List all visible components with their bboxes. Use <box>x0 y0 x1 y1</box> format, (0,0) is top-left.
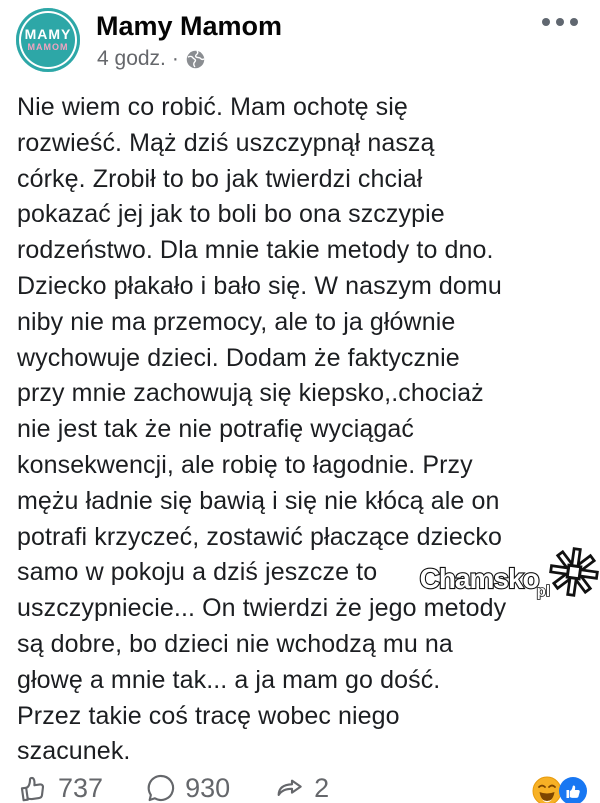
share-count: 2 <box>314 772 330 803</box>
comment-count-button[interactable] <box>145 772 230 803</box>
post-line: córkę. Zrobił to bo jak twierdzi chciał <box>17 164 423 193</box>
post-line: niby nie ma przemocy, ale to ja głównie <box>17 307 456 336</box>
post-line: konsekwencji, ale robię to łagodnie. Przy <box>17 450 473 479</box>
post-body-text <box>17 90 600 770</box>
post-line: szacunek. <box>17 737 131 766</box>
like-count: 737 <box>58 772 104 803</box>
page-avatar[interactable] <box>16 8 80 72</box>
like-reaction-icon <box>558 776 588 803</box>
like-count-button[interactable] <box>18 772 103 803</box>
post-line: Nie wiem co robić. Mam ochotę się <box>17 93 408 121</box>
post-line: uszczypniecie... On twierdzi że jego metody <box>17 594 507 623</box>
post-line: Przez takie coś tracę wobec niego <box>17 701 400 730</box>
comment-count: 930 <box>185 772 231 803</box>
post-line: głowę a mnie tak... a ja mam go dość. <box>17 665 441 694</box>
avatar-text-bottom: MAMOM <box>27 42 69 52</box>
meta-separator: · <box>171 47 179 70</box>
post-line: Dziecko płakało i bało się. W naszym domu <box>17 271 502 300</box>
timestamp[interactable]: 4 godz. <box>97 47 166 70</box>
post-line: samo w pokoju a dziś jeszcze to <box>17 558 378 587</box>
engagement-bar <box>0 772 600 803</box>
post-line: są dobre, bo dzieci nie wchodzą mu na <box>17 629 453 658</box>
post-line: pokazać jej jak to boli bo ona szczypie <box>17 200 445 229</box>
reaction-badges[interactable] <box>532 776 588 803</box>
share-count-button[interactable] <box>274 772 329 803</box>
comment-bubble-icon <box>145 772 177 803</box>
post-options-menu[interactable] <box>538 14 582 30</box>
post-line: przy mnie zachowują się kiepsko,.chociaż <box>17 379 484 408</box>
post-meta[interactable] <box>97 47 206 71</box>
post-line: nie jest tak że nie potrafię wyciągać <box>17 415 414 444</box>
share-arrow-icon <box>274 772 306 803</box>
avatar-text-top: MAMY <box>24 26 72 42</box>
post-header <box>0 0 600 88</box>
globe-privacy-icon <box>185 49 206 70</box>
watermark-suffix: pl <box>536 583 550 600</box>
post-line: rozwieść. Mąż dziś uszczypnął naszą <box>17 128 435 157</box>
page-name-link[interactable]: Mamy Mamom <box>96 11 283 41</box>
dot-icon <box>542 18 550 26</box>
post-line: rodzeństwo. Dla mnie takie metody to dno. <box>17 236 494 265</box>
thumbs-up-icon <box>18 772 50 803</box>
post-line: wychowuje dzieci. Dodam że faktycznie <box>17 343 460 372</box>
watermark-text: Chamsko <box>419 562 539 594</box>
post-line: mężu ładnie się bawią i się nie kłócą ale on <box>17 486 500 515</box>
post-line: potrafi krzyczeć, zostawić płaczące dziecko <box>17 522 503 551</box>
dot-icon <box>570 18 578 26</box>
dot-icon <box>556 18 564 26</box>
